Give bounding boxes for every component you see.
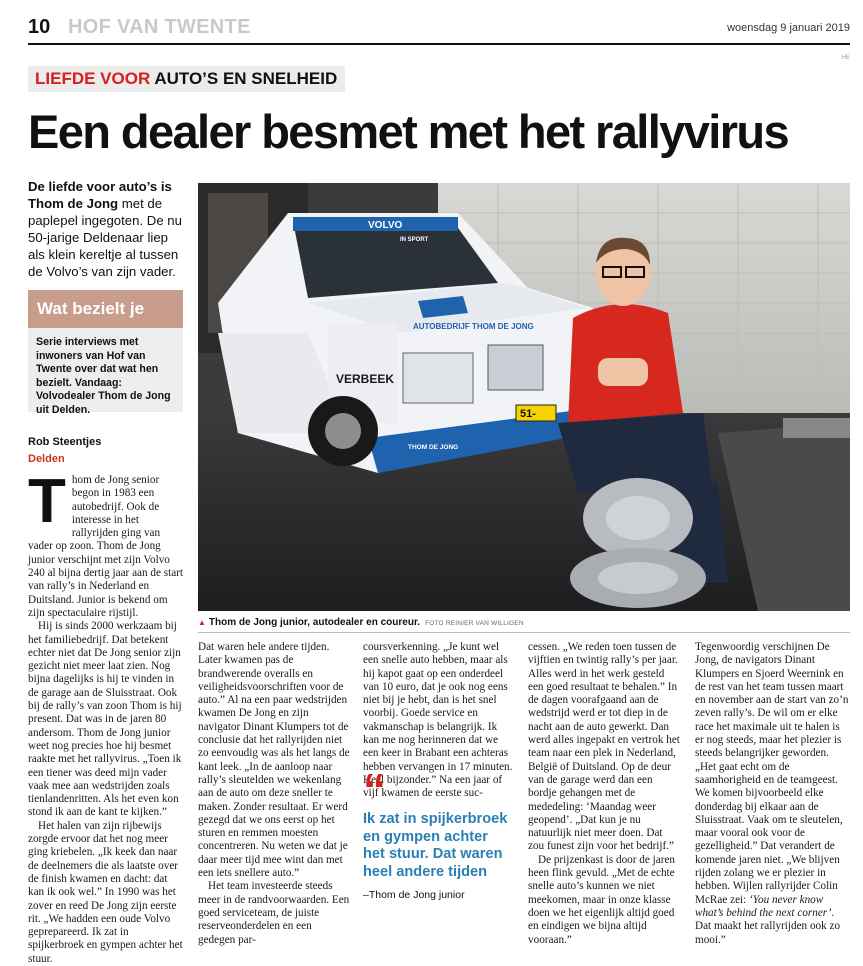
car-banner-sub: IN SPORT [400, 237, 429, 243]
paragraph-text: hom de Jong senior begon in 1983 een autobedrijf. Ook de interesse in het rallyrijden ging van vader op zoon. Thom de Jong junior verschijnt met zijn Volvo 240 al bijna dertig jaar aan de start van rally’s in Nederland en Duitsland. Junior is bekend om zijn spectaculaire rijstijl. [28, 474, 184, 619]
paragraph [28, 467, 184, 620]
paragraph [695, 641, 850, 947]
infobox-title: Wat bezielt je [28, 290, 183, 328]
paragraph: Het halen van zijn rijbewijs zorgde ervoor dat het nog meer ging kriebelen. „Ik keek dan naar de deelnemers die als laatste over de finish kwamen en dacht: dat kan ik ook wel.” In 1990 was het zover en reed De Jong zijn eerste rit. „We hadden een oude Volvo geprepareerd. Ik zat in spijkerbroek en gympen achter het stuur. [28, 819, 183, 965]
edition-code: HE [841, 55, 850, 61]
photo-caption-line [198, 617, 850, 628]
section-title: HOF VAN TWENTE [68, 16, 251, 38]
pull-quote [363, 764, 513, 901]
paragraph: Hij is sinds 2000 werkzaam bij het familiebedrijf. Dat betekent echter niet dat De Jong senior zijn gezicht niet meer laat zien. Nog bijna dagelijks is hij te vinden in de garage aan de Sluisstraat. Ook bij de rally’s van zoon Thom is hij present. Dat was in de jaren 80 andersom. Thom de Jong junior weet nog precies hoe hij besmet raakte met het rallyvirus. „Toen ik een tiener was deed mijn vader vaak mee aan wedstrijden zoals tienlandenritten. Als het even kon stond ik aan de kant te kijken.” [28, 620, 182, 819]
paragraph: cessen. „We reden toen tussen de vijftien en twintig rally’s per jaar. Alles werd in het werk gesteld een goed resultaat te behalen.” In de dagen voorafgaand aan de wedstrijd werd er tot diep in de nacht aan de auto gewerkt. Dan werd alles ingepakt en vertrok het team naar een plek in Nederland, België of Duitsland. Op de deur van de garage werd dan een bordje gehangen met de mededeling: ‘Maandag weer geopend’. „Dat kun je nu natuurlijk niet meer doen. Dat zou funest zijn voor het bedrijf.” [528, 641, 680, 853]
headline: Een dealer besmet met het rallyvirus [28, 105, 789, 158]
paragraph: De prijzenkast is door de jaren heen flink gevuld. „Met de echte snelle auto’s kunnen we niet meekomen, maar in onze klasse doen we het eigenlijk altijd goed en eindigen we bijna altijd vooraan.” [528, 853, 675, 946]
car-banner: VOLVO [368, 220, 403, 231]
kicker-black: AUTO’S EN SNELHEID [154, 69, 338, 88]
caption-rule [198, 632, 850, 633]
photo-credit: FOTO REINIER VAN WILLIGEN [425, 620, 524, 627]
paragraph: coursverkenning. „Je kunt wel een snelle auto hebben, maar als hij kapot gaat op een onderdeel van 10 euro, dat je ook nog eens niet bij je hebt, dan is het snel voorbij. Goede service en vakmanschap is belangrijk. Ik kan me nog herinneren dat we een keer in Brabant een achteras hebben vervangen in 17 minuten. Heel bijzonder.” Na een jaar of vijf kwamen de eerste suc- [363, 641, 513, 800]
byline-author: Rob Steentjes [28, 436, 102, 448]
caption-triangle-icon: ▲ [198, 618, 206, 627]
paragraph: Dat waren hele andere tijden. Later kwamen pas de brandwerende overalls en veiligheidsvoorschriften voor de auto.” Al na een paar wedstrijden kwamen De Jong en zijn navigator Dinant Klumpers tot de conclusie dat het rallyrijden niet zo eenvoudig was als het langs de kant leek. „In de aanloop naar rally’s sleutelden we wekenlang aan de auto om deze sneller te maken. Zonder resultaat. Er werd gezegd dat we ons eerst op het sturen en remmen moesten concentreren. Nu weten we dat je daar meer tijd mee wint dan met een iets snellere auto.” [198, 641, 350, 880]
kicker [28, 66, 345, 92]
drop-cap: T [28, 467, 66, 536]
series-infobox [28, 290, 183, 416]
header-rule [28, 43, 850, 45]
quote-mark-icon: “ [363, 764, 386, 816]
quote-source: –Thom de Jong junior [363, 889, 465, 901]
paragraph-text-end: . Dat maakt het rallyrijden ook zo mooi.” [695, 906, 841, 946]
paragraph-text: Tegenwoordig verschijnen De Jong, de navigators Dinant Klumpers en Sjoerd Weernink en de rest van het team tussen maart en november aan de start van zo’n zeven rally’s. De wil om er elke race het maximale uit te halen is er nog steeds, maar het plezier is steeds belangrijker geworden. „Het gaat echt om de saamhorigheid en de teamgeest. We komen bijvoorbeeld elke donderdag bij elkaar aan de Sluisstraat. Vaak om te sleutelen, maar vooral ook voor de gezelligheid.” Dat verandert de komende jaren niet. „We blijven rijden zolang we er plezier in hebben. Wijlen rallyrijder Colin McRae zei: [695, 641, 849, 906]
quote-text: Ik zat in spijkerbroek en gympen achter het stuur. Dat waren heel andere tijden [363, 811, 508, 880]
byline-place: Delden [28, 453, 65, 465]
car-door-text: THOM DE JONG [408, 444, 459, 451]
page-header [20, 14, 850, 44]
page-number: 10 [28, 16, 51, 38]
body-column-2 [198, 641, 350, 947]
body-column-1 [28, 467, 184, 966]
body-column-4 [528, 641, 681, 947]
car-plate: 51- [520, 408, 536, 420]
intro [28, 178, 188, 280]
article-photo [198, 183, 850, 611]
infobox-text: Serie interviews met inwoners van Hof van Twente over dat wat hen bezielt. Vandaag: Volvodealer Thom de Jong uit Delden. [36, 336, 171, 416]
car-hood-text: AUTOBEDRIJF THOM DE JONG [413, 322, 534, 331]
paragraph: Het team investeerde steeds meer in de randvoorwaarden. Een goed serviceteam, de juiste reserveonderdelen en een gedegen par- [198, 880, 350, 946]
car-side-sponsor: VERBEEK [336, 372, 395, 386]
body-column-5 [695, 641, 850, 947]
intro-bold: De liefde voor auto’s is Thom de Jong [28, 179, 172, 211]
quote-italic: ‘You never know what’s behind the next corner’ [695, 893, 832, 919]
intro-text: met de paplepel ingegoten. De nu 50-jarige Deldenaar liep als klein kereltje al tussen de Volvo’s van zijn vader. [28, 196, 182, 279]
kicker-red: LIEFDE VOOR [35, 69, 151, 88]
photo-caption: Thom de Jong junior, autodealer en coureur. [208, 617, 421, 628]
issue-date: woensdag 9 januari 2019 [727, 22, 850, 34]
photo-illustration [198, 183, 850, 611]
